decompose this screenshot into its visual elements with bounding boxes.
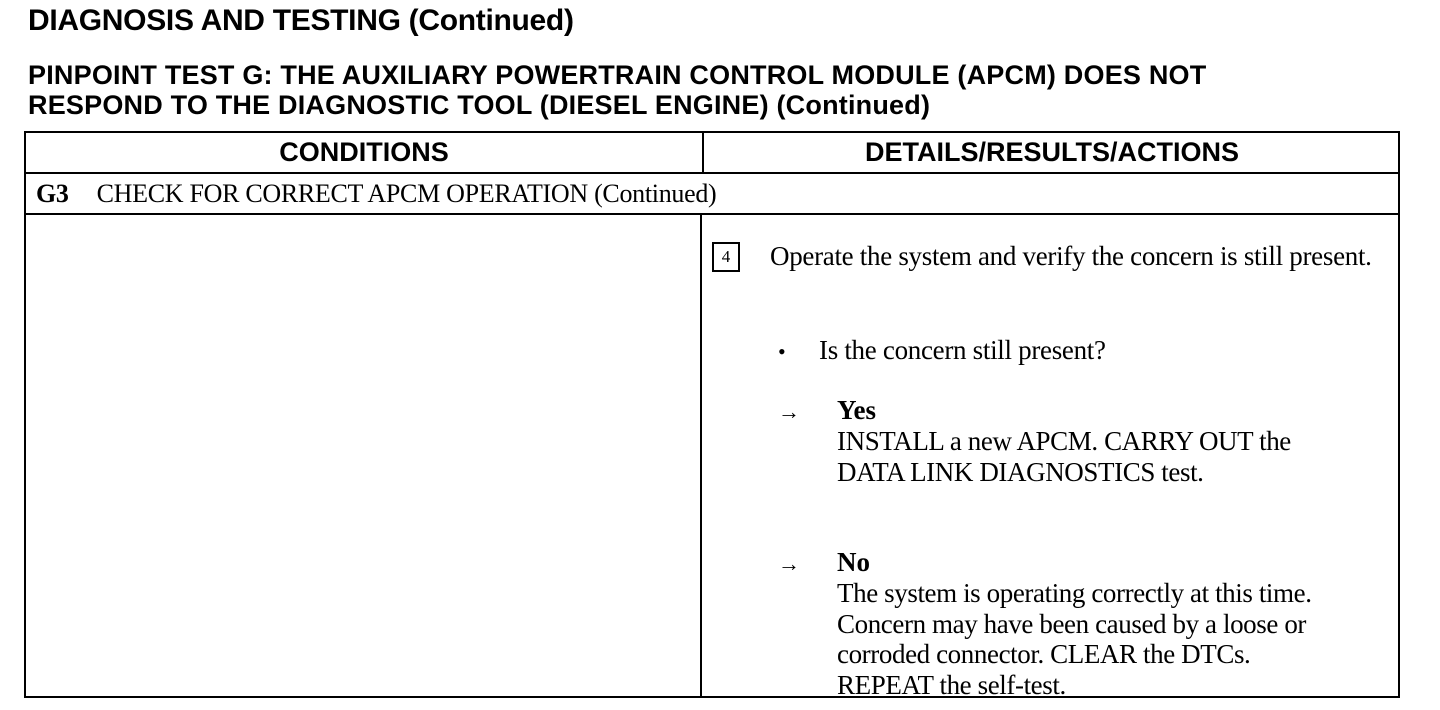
arrow-right-icon: → [778,551,800,576]
section-title: DIAGNOSIS AND TESTING (Continued) [28,4,574,37]
test-title-line-2: RESPOND TO THE DIAGNOSTIC TOOL (DIESEL ENGINE) (Continued) [28,90,931,120]
no-action-line: corroded connector. CLEAR the DTCs. [837,639,1251,669]
step-instruction: Operate the system and verify the concern is still present. [770,241,1372,271]
pinpoint-test-table [24,131,1400,698]
yes-action-line: DATA LINK DIAGNOSTICS test. [837,456,1204,487]
step-id: G3 [36,178,69,208]
pinpoint-test-title [28,60,1206,120]
yes-action-line: INSTALL a new APCM. CARRY OUT the [837,426,1291,456]
no-action-line: Concern may have been caused by a loose or [837,608,1307,639]
conditions-column-header: CONDITIONS [279,137,449,167]
bullet-icon: • [778,339,786,364]
no-action-text [837,578,1397,700]
step-title: CHECK FOR CORRECT APCM OPERATION (Continued) [96,178,717,208]
step-row [36,174,716,213]
no-action-line: The system is operating correctly at this time. [837,578,1312,608]
arrow-right-icon: → [778,399,800,424]
yes-label: Yes [837,395,876,425]
question-text: Is the concern still present? [819,335,1106,365]
no-action-line: REPEAT the self-test. [837,669,1066,700]
details-column-header: DETAILS/RESULTS/ACTIONS [864,137,1239,167]
yes-action-text [837,426,1397,487]
test-title-line-1: PINPOINT TEST G: THE AUXILIARY POWERTRAIN CONTROL MODULE (APCM) DOES NOT [28,60,1207,90]
details-cell [702,215,1398,700]
no-label: No [837,547,870,577]
step-number-box: 4 [712,242,740,272]
